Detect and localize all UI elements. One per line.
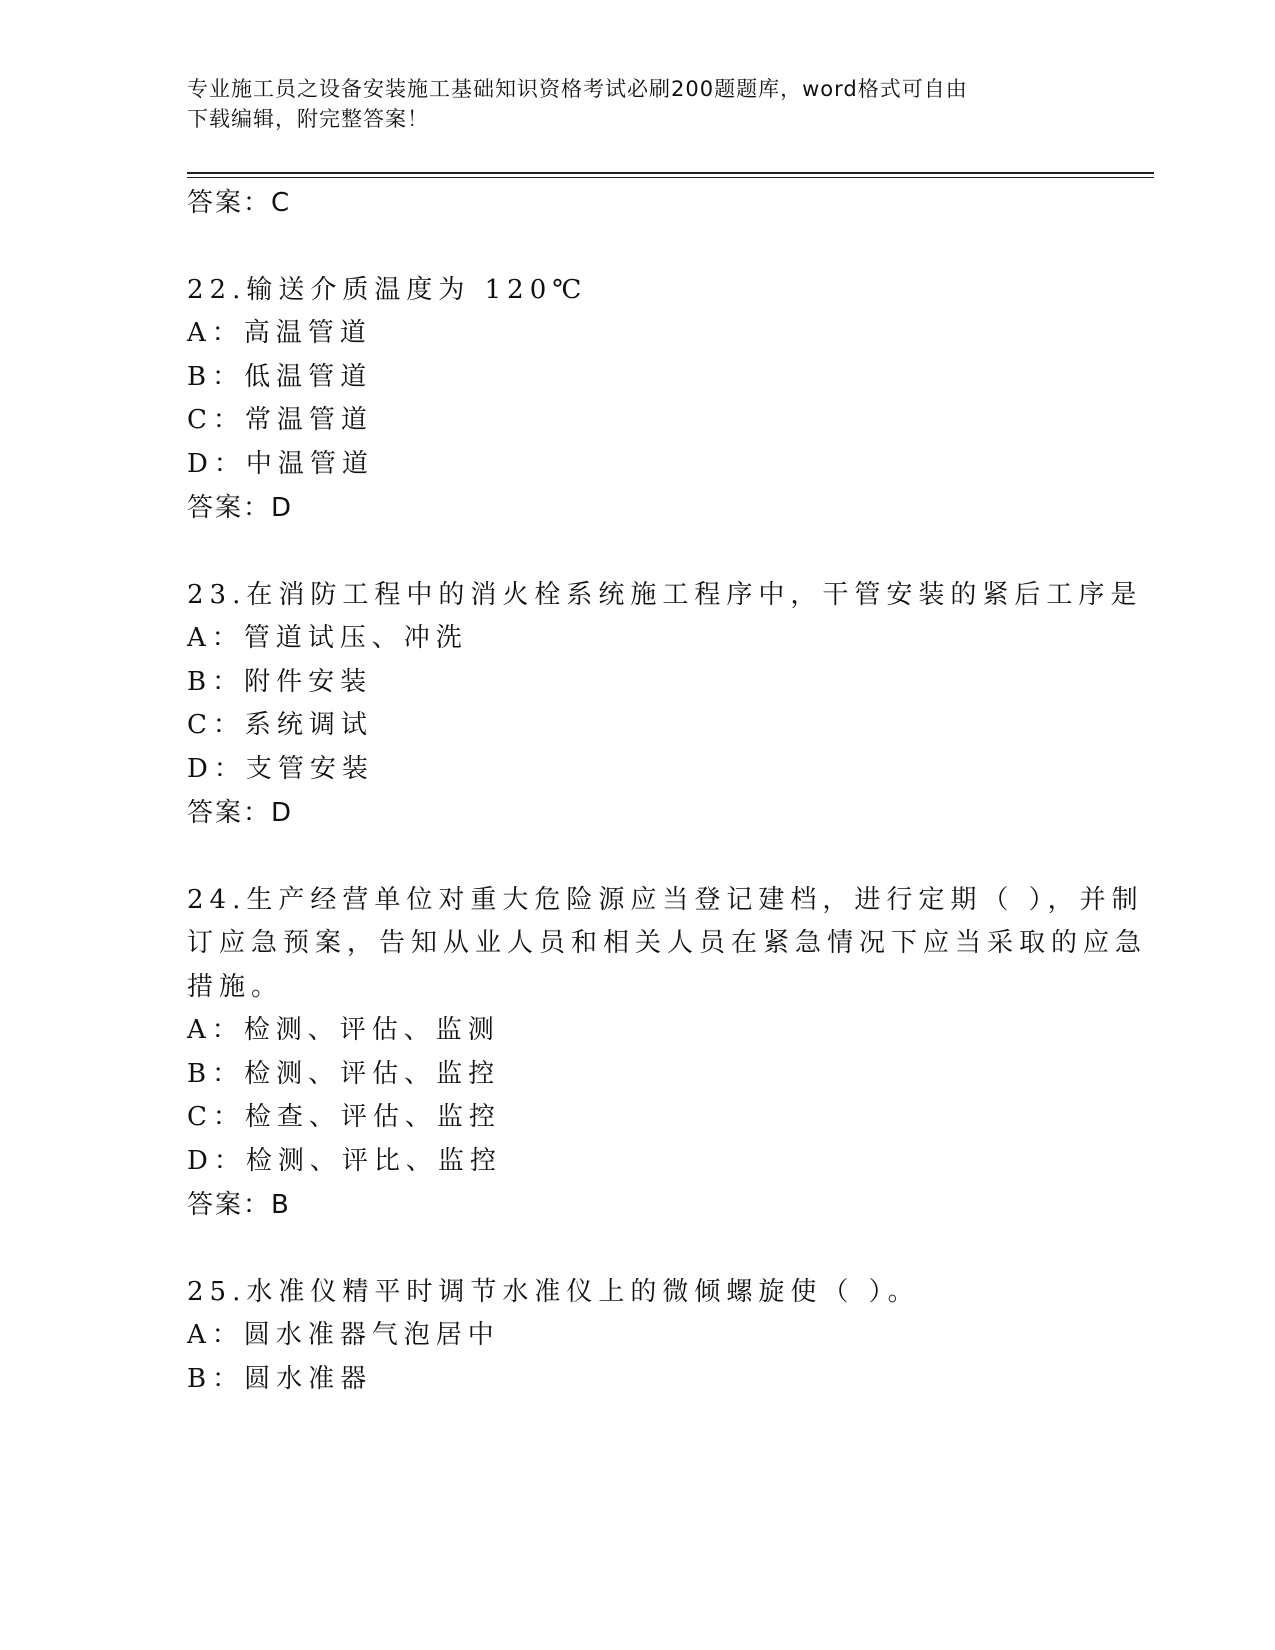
question-stem-line-1: 24.生产经营单位对重大危险源应当登记建档，进行定期（ ），并制 xyxy=(187,885,1144,915)
option-b: B：低温管道 xyxy=(187,362,373,392)
option-b: B：附件安装 xyxy=(187,667,373,697)
option-b: B：圆水准器 xyxy=(187,1364,373,1394)
option-c: C：检查、评估、监控 xyxy=(187,1102,501,1132)
header-divider-top xyxy=(187,172,1154,174)
question-stem: 22.输送介质温度为 120℃ xyxy=(187,275,588,305)
question-stem-line-2: 订应急预案，告知从业人员和相关人员在紧急情况下应当采取的应急 xyxy=(187,928,1148,958)
option-c: C：常温管道 xyxy=(187,405,373,435)
option-b: B：检测、评估、监控 xyxy=(187,1059,501,1089)
option-d: D：中温管道 xyxy=(187,449,374,479)
answer: 答案：D xyxy=(187,798,294,828)
option-d: D：支管安装 xyxy=(187,754,374,784)
question-stem: 23.在消防工程中的消火栓系统施工程序中，干管安装的紧后工序是 xyxy=(187,580,1143,610)
answer: 答案：B xyxy=(187,1190,291,1220)
header-title-line-1: 专业施工员之设备安装施工基础知识资格考试必刷200题题库，word格式可自由 xyxy=(187,77,968,101)
option-a: A：管道试压、冲洗 xyxy=(187,623,468,653)
header-title-line-2: 下载编辑，附完整答案！ xyxy=(187,107,429,131)
answer-q21: 答案：C xyxy=(187,188,292,218)
option-c: C：系统调试 xyxy=(187,710,373,740)
answer: 答案：D xyxy=(187,493,294,523)
option-a: A：检测、评估、监测 xyxy=(187,1015,500,1045)
header-divider-bottom xyxy=(187,177,1154,178)
question-stem: 25.水准仪精平时调节水准仪上的微倾螺旋使（ ）。 xyxy=(187,1277,920,1307)
question-stem-line-3: 措施。 xyxy=(187,972,284,1002)
option-a: A：高温管道 xyxy=(187,318,372,348)
option-a: A：圆水准器气泡居中 xyxy=(187,1320,500,1350)
option-d: D：检测、评比、监控 xyxy=(187,1146,502,1176)
